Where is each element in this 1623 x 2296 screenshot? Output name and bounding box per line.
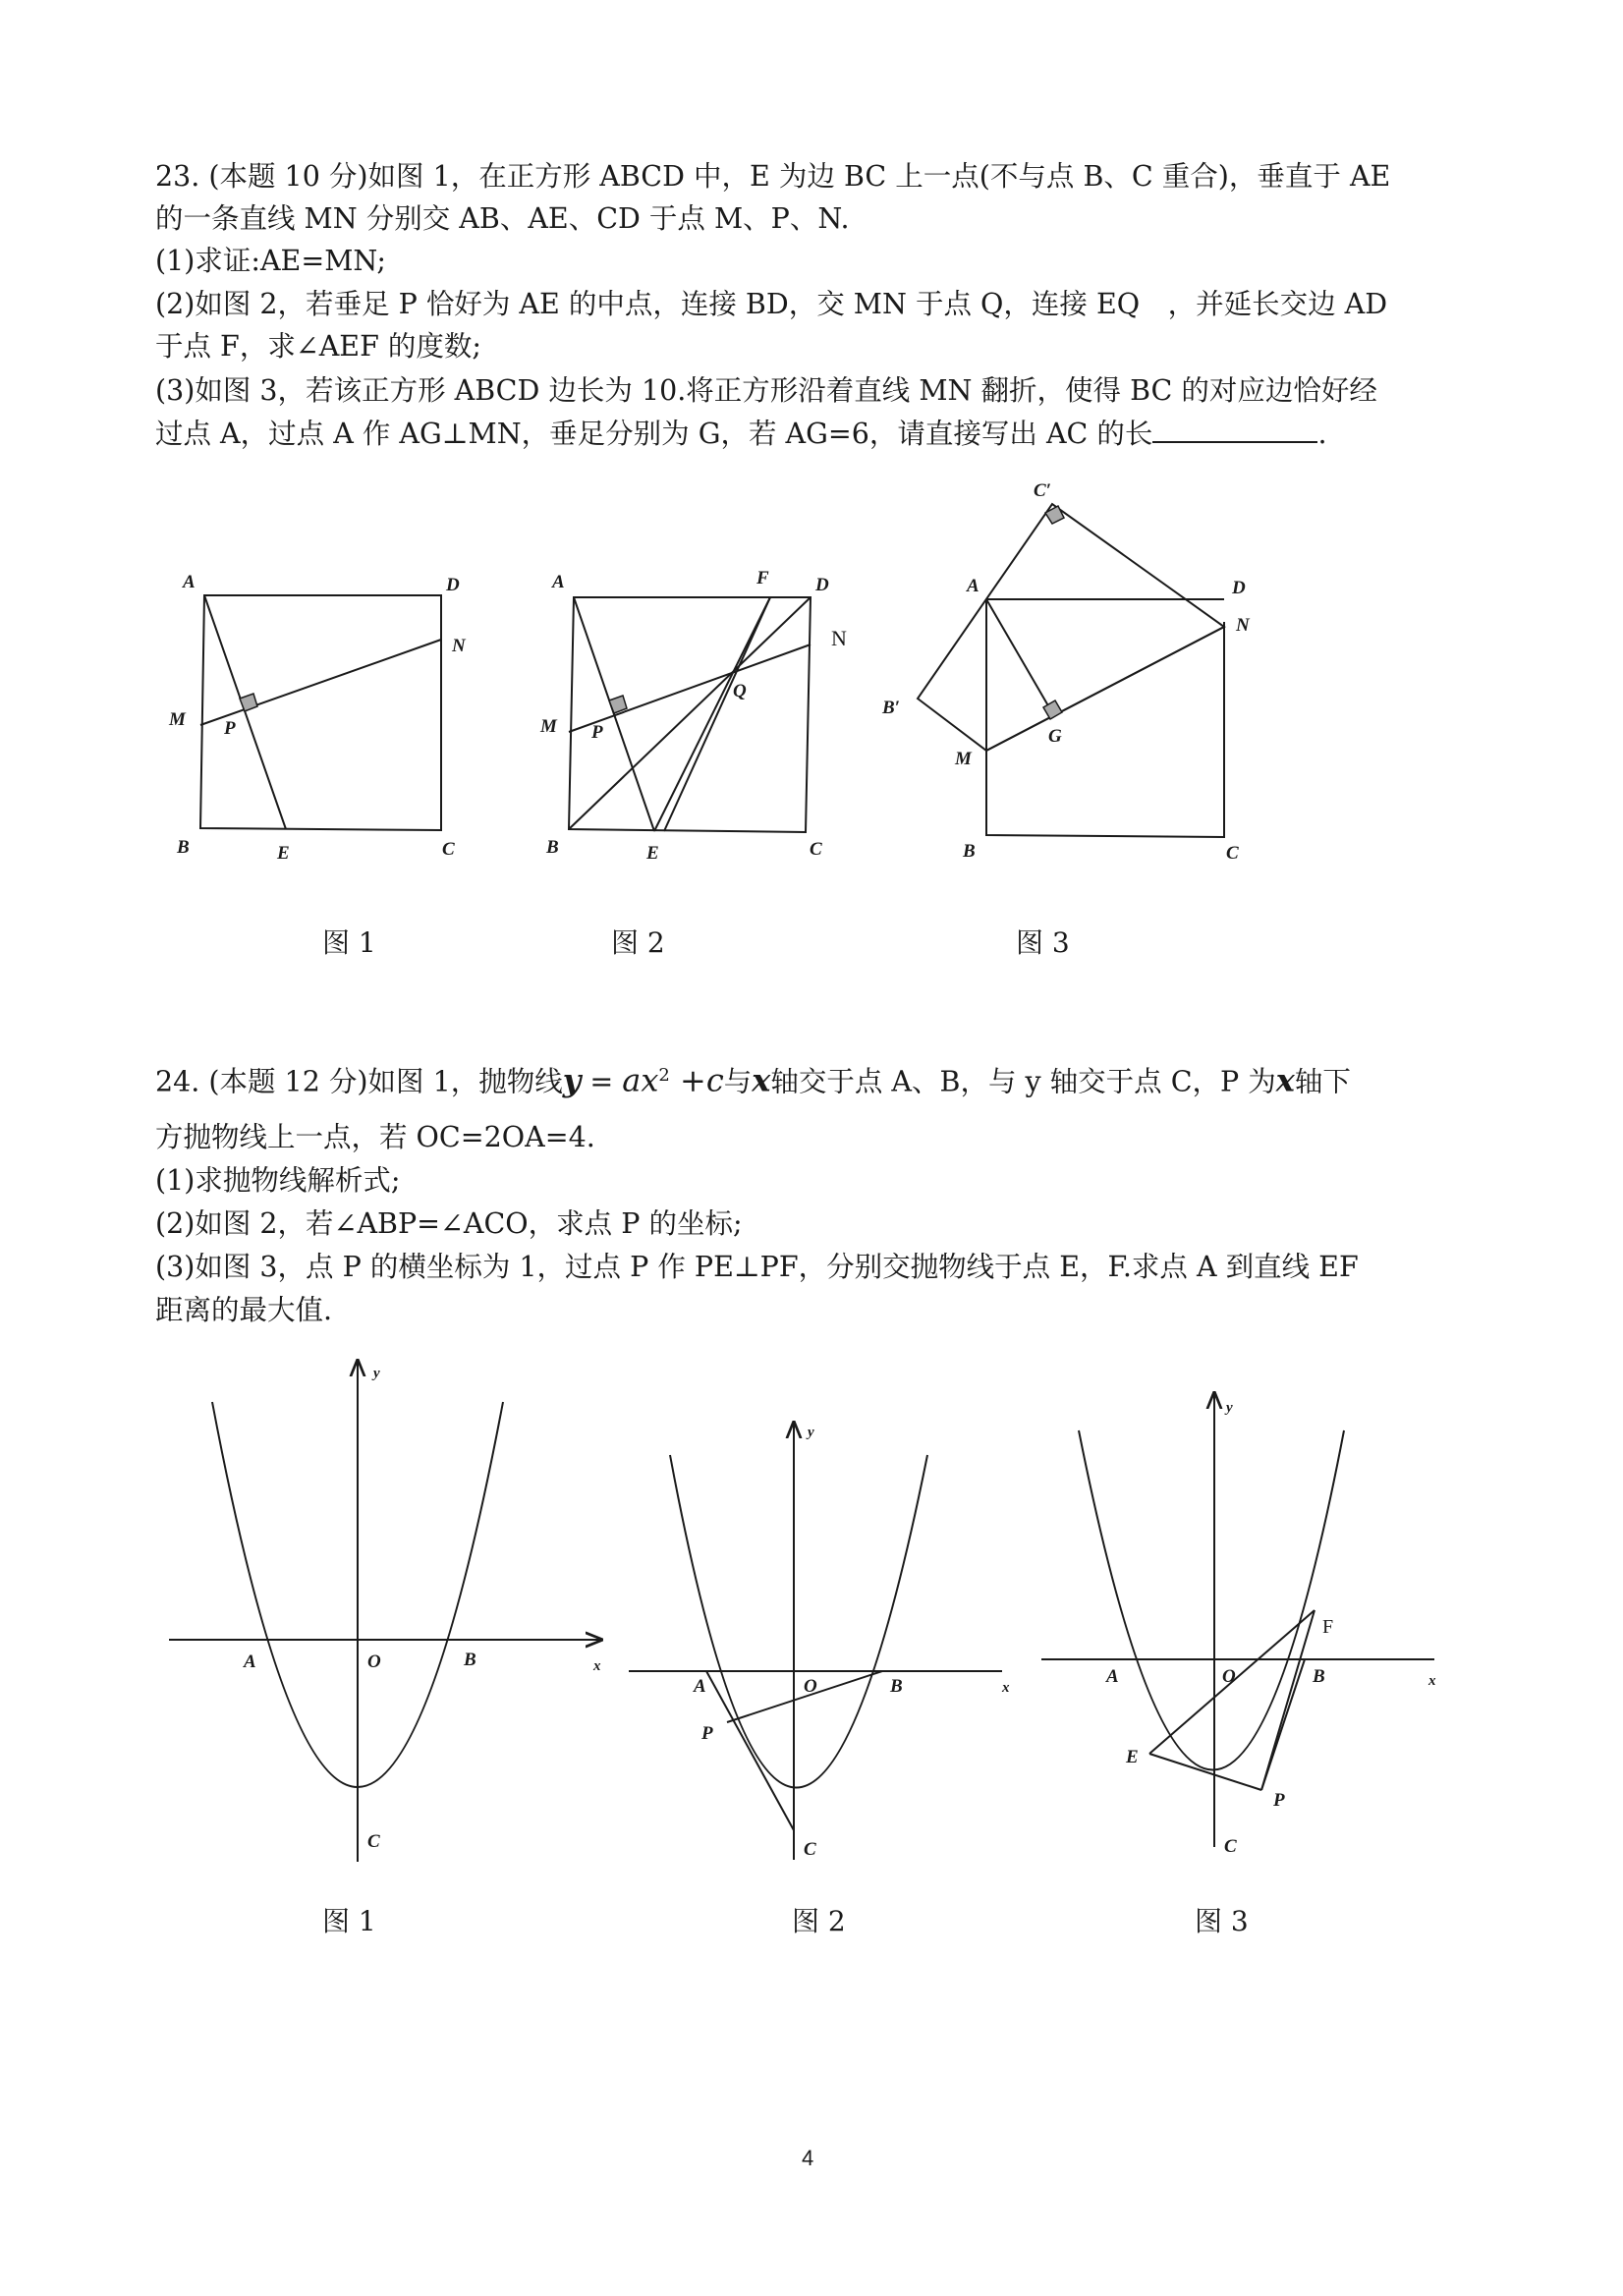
fig3-segment-pe: [1149, 1754, 1261, 1790]
fig2-label-q: Q: [733, 681, 747, 701]
fig3-label-y: y: [1226, 1400, 1233, 1416]
formula-c: +c: [669, 1061, 724, 1099]
q23-caption-3: 图 3: [1016, 926, 1070, 959]
q24-caption-1: 图 1: [322, 1905, 376, 1937]
fig1-label-b: B: [177, 837, 190, 858]
q24-caption-3: 图 3: [1195, 1905, 1249, 1937]
q24-line-1-a: 24. (本题 12 分)如图 1，抛物线: [155, 1065, 563, 1098]
q24-line-4: (2)如图 2，若∠ABP=∠ACO，求点 P 的坐标;: [155, 1207, 743, 1240]
fig3-label-b: B: [1313, 1666, 1325, 1687]
fig1-label-x: x: [593, 1658, 601, 1674]
fig3-label-c: C: [1224, 1836, 1237, 1857]
q23-line-3: (1)求证:AE=MN;: [155, 245, 386, 277]
fig3-parabola: [1079, 1430, 1344, 1770]
q23-line-6: (3)如图 3，若该正方形 ABCD 边长为 10.将正方形沿着直线 MN 翻折，使得 BC 的对应边恰好经: [155, 374, 1377, 407]
q24-line-1-c: 轴交于点 A、B，与 y 轴交于点 C，P 为: [770, 1065, 1276, 1098]
q23-line-5: 于点 F，求∠AEF 的度数;: [155, 330, 482, 363]
q23-caption-1: 图 1: [322, 926, 376, 959]
fig2-label-a: A: [552, 572, 565, 592]
fig2-label-e: E: [646, 843, 659, 864]
fig2-label-b: B: [546, 837, 559, 858]
fig1-label-c: C: [367, 1831, 380, 1852]
fig2-label-p: P: [701, 1723, 713, 1744]
fig1-label-y: y: [373, 1366, 380, 1381]
q24-fig2: [629, 1423, 1010, 1860]
q24-fig1: [169, 1361, 601, 1862]
page-number: 4: [802, 2146, 814, 2170]
formula-ax: ax: [622, 1061, 659, 1099]
q24-line-1-b: 与: [723, 1065, 753, 1098]
fig3-label-a: A: [1106, 1666, 1119, 1687]
fig2-label-f: F: [756, 568, 769, 588]
q24-line-1-d: 轴下: [1294, 1065, 1351, 1098]
fig2-label-b: B: [890, 1676, 903, 1697]
fig3-label-p: P: [1273, 1790, 1285, 1811]
fig2-label-a: A: [694, 1676, 706, 1697]
fig1-label-c: C: [442, 839, 455, 860]
q23-caption-2: 图 2: [611, 926, 665, 959]
fig3-label-g: G: [1048, 726, 1062, 747]
fig2-label-p: P: [591, 722, 603, 743]
fig2-segment-ac: [706, 1671, 794, 1830]
fig1-label-p: P: [224, 718, 236, 739]
fig3-label-n: N: [1236, 615, 1250, 636]
fig2-label-y: y: [808, 1425, 814, 1440]
q24-line-2: 方抛物线上一点，若 OC=2OA=4.: [155, 1121, 595, 1153]
fig3-label-e: E: [1126, 1747, 1139, 1767]
fig1-label-a: A: [183, 572, 196, 592]
q23-line-7-end: .: [1317, 418, 1327, 450]
fig3-label-bp: B′: [882, 698, 901, 718]
fig3-label-cp: C′: [1034, 480, 1052, 501]
q23-line-2: 的一条直线 MN 分别交 AB、AE、CD 于点 M、P、N.: [155, 202, 850, 235]
fig1-label-b: B: [464, 1650, 476, 1670]
fig1-label-m: M: [169, 709, 186, 730]
formula-y: y: [562, 1061, 582, 1099]
q24-caption-2: 图 2: [792, 1905, 846, 1937]
fig2-label-x: x: [1002, 1680, 1010, 1696]
q23-line-7-text: 过点 A，过点 A 作 AG⊥MN，垂足分别为 G，若 AG=6，请直接写出 AC 的长: [155, 418, 1153, 450]
fig2-label-o: O: [804, 1676, 817, 1697]
formula-eq: =: [581, 1065, 623, 1098]
fig3-label-a: A: [967, 576, 979, 596]
x-var-2: x: [1275, 1061, 1295, 1099]
q23-line-1: 23. (本题 10 分)如图 1，在正方形 ABCD 中，E 为边 BC 上一点(不与点 B、C 重合)，垂直于 AE: [155, 160, 1391, 193]
fig3-label-m: M: [955, 749, 972, 769]
fig3-label-b: B: [963, 841, 976, 862]
q24-line-3: (1)求抛物线解析式;: [155, 1164, 401, 1197]
fig2-label-n: N: [831, 626, 847, 650]
formula-sup: 2: [658, 1065, 670, 1086]
fig3-label-d: D: [1232, 578, 1246, 598]
fig3-label-c: C: [1226, 843, 1239, 864]
fig1-label-n: N: [452, 636, 466, 656]
x-var-1: x: [752, 1061, 771, 1099]
fig3-label-f: F: [1322, 1616, 1334, 1638]
q23-line-4: (2)如图 2，若垂足 P 恰好为 AE 的中点，连接 BD，交 MN 于点 Q，连接 EQ ，并延长交边 AD: [155, 288, 1388, 320]
fig3-label-x: x: [1428, 1673, 1436, 1689]
fig2-label-c: C: [810, 839, 822, 860]
fig3-segment-pb: [1261, 1659, 1305, 1790]
q24-fig3: [1041, 1393, 1436, 1857]
fig2-label-c: C: [804, 1839, 816, 1860]
fig3-label-o: O: [1222, 1666, 1236, 1687]
fig1-label-e: E: [277, 843, 290, 864]
fig2-label-m: M: [540, 716, 557, 737]
fig1-label-d: D: [446, 575, 460, 595]
q24-line-6: 距离的最大值.: [155, 1294, 333, 1326]
fig1-label-a: A: [244, 1652, 256, 1672]
q24-line-5: (3)如图 3，点 P 的横坐标为 1，过点 P 作 PE⊥PF，分别交抛物线于点 E，F.求点 A 到直线 EF: [155, 1251, 1359, 1283]
fig2-label-d: D: [815, 575, 829, 595]
fig1-label-o: O: [367, 1652, 381, 1672]
